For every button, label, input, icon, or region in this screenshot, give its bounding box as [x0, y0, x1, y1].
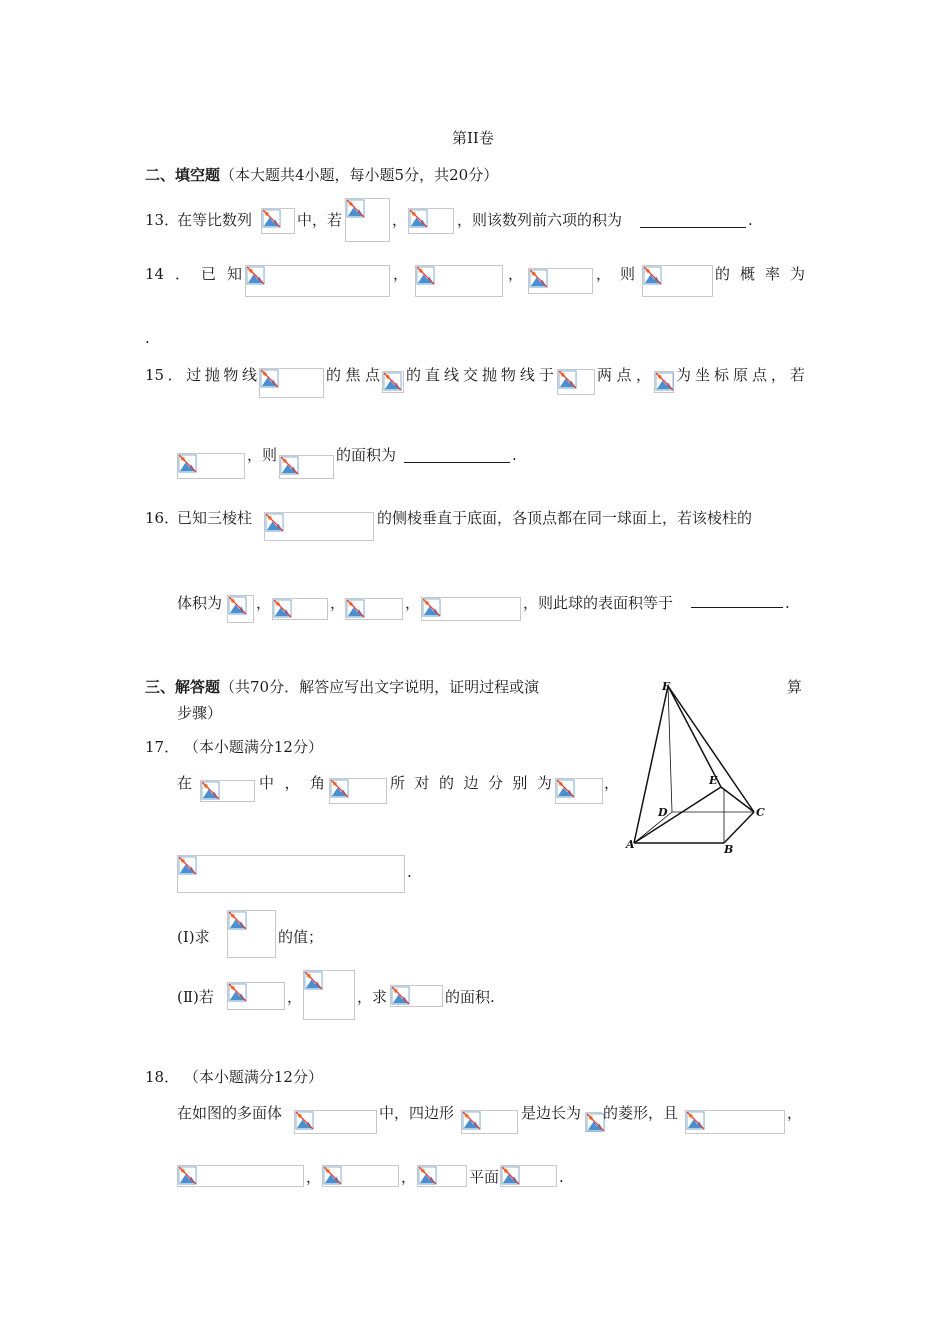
q18-title: 18． （本小题满分12分） [145, 1068, 323, 1086]
q14-lead [145, 264, 242, 284]
broken-image-icon [330, 779, 349, 798]
q15-char: 原 [732, 366, 748, 384]
q15-char: 点 [616, 366, 632, 384]
q13-text-2: 中，若 [297, 211, 343, 229]
q15-formula-image [259, 368, 324, 398]
q16-formula-image [345, 598, 403, 620]
q17-formula-image [200, 780, 255, 802]
q15-char: 抛 [204, 366, 220, 384]
edge-ec [721, 787, 754, 812]
part3-tail: 算 [787, 678, 803, 696]
q14-formula-image [528, 268, 593, 294]
q15-char: ， [635, 366, 651, 384]
q14-tail [715, 264, 805, 284]
q13-number: 13． [145, 211, 180, 229]
q13-text-3: ， [392, 211, 408, 229]
q15-char: 若 [789, 366, 805, 384]
edge-fd [668, 686, 672, 812]
q15-char: 物 [223, 366, 239, 384]
q15-char: 交 [462, 366, 478, 384]
broken-image-icon [501, 1166, 520, 1185]
q15-answer-blank[interactable] [404, 462, 510, 463]
q17-char: 分 [487, 774, 503, 792]
q16-number: 16． [145, 509, 180, 527]
q13-text-4: ，则该数列前六项的积为 [457, 211, 623, 229]
broken-image-icon [422, 598, 441, 617]
broken-image-icon [346, 599, 365, 618]
broken-image-icon [273, 599, 292, 618]
q17-char: ， [284, 774, 300, 792]
q15-num: 15 [145, 366, 165, 384]
broken-image-icon [260, 369, 279, 388]
broken-image-icon [391, 986, 410, 1005]
q18-formula-image [685, 1110, 785, 1134]
q17-char: 的 [438, 774, 454, 792]
q17-part2-b: ， [287, 988, 303, 1006]
q17-formula-image [227, 910, 276, 958]
q13-formula-image [345, 198, 390, 242]
q14-char: 知 [226, 265, 242, 283]
q17-char: 边 [463, 774, 479, 792]
broken-image-icon [462, 1111, 481, 1130]
broken-image-icon [178, 1166, 197, 1185]
broken-image-icon [295, 1111, 314, 1130]
q15-char: 点 [751, 366, 767, 384]
q17-char: 中 [259, 774, 275, 792]
q17-part2-d: 的面积. [445, 988, 495, 1006]
q15-char: 的 [406, 366, 422, 384]
q14-sep-1: ， [393, 265, 409, 283]
q14-formula-image [415, 265, 503, 297]
broken-image-icon [265, 513, 284, 532]
q18-text-a: 在如图的多面体 [177, 1104, 283, 1122]
q16-formula-image [264, 512, 374, 541]
q16-line2-text-2: ，则此球的表面积等于 [523, 594, 674, 612]
broken-image-icon [556, 779, 575, 798]
q17-char: 角 [309, 774, 325, 792]
part3-heading [145, 677, 539, 697]
q18-formula-image [417, 1165, 467, 1187]
section-title: 第II卷 [452, 129, 494, 147]
q14-dot-end: . [145, 329, 150, 347]
q18-line2-end: . [559, 1168, 564, 1186]
q13-answer-blank[interactable] [640, 227, 746, 228]
q15-formula-image [177, 453, 245, 479]
q15-char: 焦 [345, 366, 361, 384]
q15-char: 两 [597, 366, 613, 384]
vertex-label-d: D [658, 806, 668, 819]
edge-fe [668, 686, 721, 787]
q18-text-d: 的菱形，且 [603, 1104, 679, 1122]
q16-text-2: 的侧棱垂直于底面，各顶点都在同一球面上，若该棱柱的 [377, 509, 753, 527]
q16-answer-blank[interactable] [691, 607, 783, 608]
q15-char: 物 [500, 366, 516, 384]
q18-formula-image [585, 1112, 602, 1132]
broken-image-icon [262, 209, 281, 228]
q13-text-1: 在等比数列 [177, 211, 253, 229]
q17-formula-image [555, 778, 603, 804]
vertex-label-a: A [626, 838, 635, 851]
broken-image-icon [346, 199, 365, 218]
broken-image-icon [228, 596, 247, 615]
broken-image-icon [383, 372, 402, 391]
q15-char: 线 [241, 366, 257, 384]
q18-formula-image [322, 1165, 399, 1187]
q15-char: 过 [186, 366, 202, 384]
q18-formula-image [177, 1165, 304, 1187]
q14-char: 为 [789, 265, 805, 283]
broken-image-icon [228, 911, 247, 930]
q17-part1-b: 的值； [278, 928, 324, 946]
q17-formula-image [329, 778, 387, 804]
broken-image-icon [246, 266, 265, 285]
broken-image-icon [178, 856, 197, 875]
q15-char: 的 [326, 366, 342, 384]
broken-image-icon [418, 1166, 437, 1185]
q14-char: 已 [201, 265, 217, 283]
q16-end: . [785, 594, 790, 612]
q14-num: 14 [145, 265, 165, 283]
q18-line2-comma: ， [306, 1168, 322, 1186]
q15-formula-image [279, 455, 334, 479]
q15-char: 直 [424, 366, 440, 384]
q17-formula-image [390, 985, 443, 1007]
q14-formula-image [642, 265, 713, 297]
broken-image-icon [416, 266, 435, 285]
q18-text-e: ， [787, 1104, 803, 1122]
q16-comma: ， [256, 594, 272, 612]
broken-image-icon [280, 456, 299, 475]
vertex-label-f: F [662, 680, 670, 693]
part2-note: （本大题共4小题，每小题5分，共20分） [220, 166, 499, 184]
q17-text-a: 在 [177, 774, 193, 792]
q14-sep-3: ， [596, 265, 612, 283]
broken-image-icon [655, 372, 674, 391]
q14-formula-image [245, 265, 390, 297]
q17-char: 为 [536, 774, 552, 792]
q17-formula-image [227, 982, 285, 1010]
q18-formula-image [294, 1110, 377, 1134]
part2-heading [145, 165, 498, 185]
q17-part2-c: ，求 [357, 988, 388, 1006]
q13-formula-image [261, 208, 295, 234]
q16-line2-text-1: 体积为 [177, 594, 223, 612]
q17-char: 对 [414, 774, 430, 792]
q16-comma: ， [330, 594, 346, 612]
q15-char: 于 [538, 366, 554, 384]
q15-char: 标 [713, 366, 729, 384]
broken-image-icon [201, 781, 220, 800]
q15-formula-image [654, 371, 674, 393]
q17-seg-b [259, 773, 325, 793]
part3-heading-label: 三、解答题 [145, 678, 221, 696]
q17-part2-a: (Ⅱ)若 [177, 988, 214, 1006]
q16-comma: ， [405, 594, 421, 612]
q15-line2-sep: ，则 [247, 446, 278, 464]
q15-line2-tail: 的面积为 [336, 446, 397, 464]
q15-char: 线 [519, 366, 535, 384]
q15-char: 为 [676, 366, 692, 384]
q14-then: 则 [620, 265, 636, 283]
part3-note: （共70分．解答应写出文字说明，证明过程或演 [220, 678, 540, 696]
q17-comma: ， [604, 774, 620, 792]
q15-formula-image [557, 369, 595, 395]
part2-heading-label: 二、填空题 [145, 166, 221, 184]
q15-dot: ． [167, 366, 183, 384]
q15-char: 坐 [694, 366, 710, 384]
broken-image-icon [228, 983, 247, 1002]
q15-lead [145, 365, 257, 385]
q15-seg-b [326, 365, 380, 385]
polyhedron-figure [620, 678, 780, 858]
broken-image-icon [529, 269, 548, 288]
q18-line2-plane: 平面 [469, 1168, 500, 1186]
q14-char: 率 [764, 265, 780, 283]
q15-char: 线 [443, 366, 459, 384]
q15-formula-image [382, 371, 404, 393]
q14-sep-2: ， [508, 265, 524, 283]
q15-seg-c [406, 365, 554, 385]
q18-text-b: 中，四边形 [379, 1104, 455, 1122]
q15-char: 点 [364, 366, 380, 384]
q18-text-c: 是边长为 [521, 1104, 582, 1122]
q14-char: 的 [715, 265, 731, 283]
q17-title: 17． （本小题满分12分） [145, 738, 323, 756]
q17-seg-c [390, 773, 552, 793]
broken-image-icon [323, 1166, 342, 1185]
edge-bc [724, 812, 754, 843]
q14-char: 概 [739, 265, 755, 283]
broken-image-icon [643, 266, 662, 285]
broken-image-icon [558, 370, 577, 389]
q13-end: . [748, 211, 753, 229]
q18-line2-comma: ， [401, 1168, 417, 1186]
q16-formula-image [272, 598, 328, 620]
q17-char: 别 [512, 774, 528, 792]
q18-formula-image [500, 1165, 557, 1187]
q15-seg-d [597, 365, 651, 385]
broken-image-icon [686, 1111, 705, 1130]
q17-part1-a: (Ⅰ)求 [177, 928, 210, 946]
edge-ae [634, 787, 721, 843]
broken-image-icon [409, 209, 428, 228]
q16-formula-image [421, 597, 521, 621]
q17-char: 所 [390, 774, 406, 792]
q15-char: 抛 [481, 366, 497, 384]
q16-text-1: 已知三棱柱 [177, 509, 253, 527]
q15-seg-e [676, 365, 805, 385]
vertex-label-b: B [724, 843, 734, 856]
q14-dot: ． [175, 265, 191, 283]
q15-end: . [512, 446, 517, 464]
q17-formula-image [177, 855, 405, 893]
q13-formula-image [408, 208, 454, 234]
q17-line2-end: . [407, 863, 412, 881]
q16-formula-image [227, 595, 254, 623]
part3-line2: 步骤） [177, 704, 223, 722]
q18-formula-image [461, 1110, 518, 1134]
broken-image-icon [178, 454, 197, 473]
q17-formula-image [303, 970, 355, 1020]
q15-char: ， [770, 366, 786, 384]
vertex-label-c: C [756, 806, 765, 819]
broken-image-icon [304, 971, 323, 990]
vertex-label-e: E [709, 774, 718, 787]
